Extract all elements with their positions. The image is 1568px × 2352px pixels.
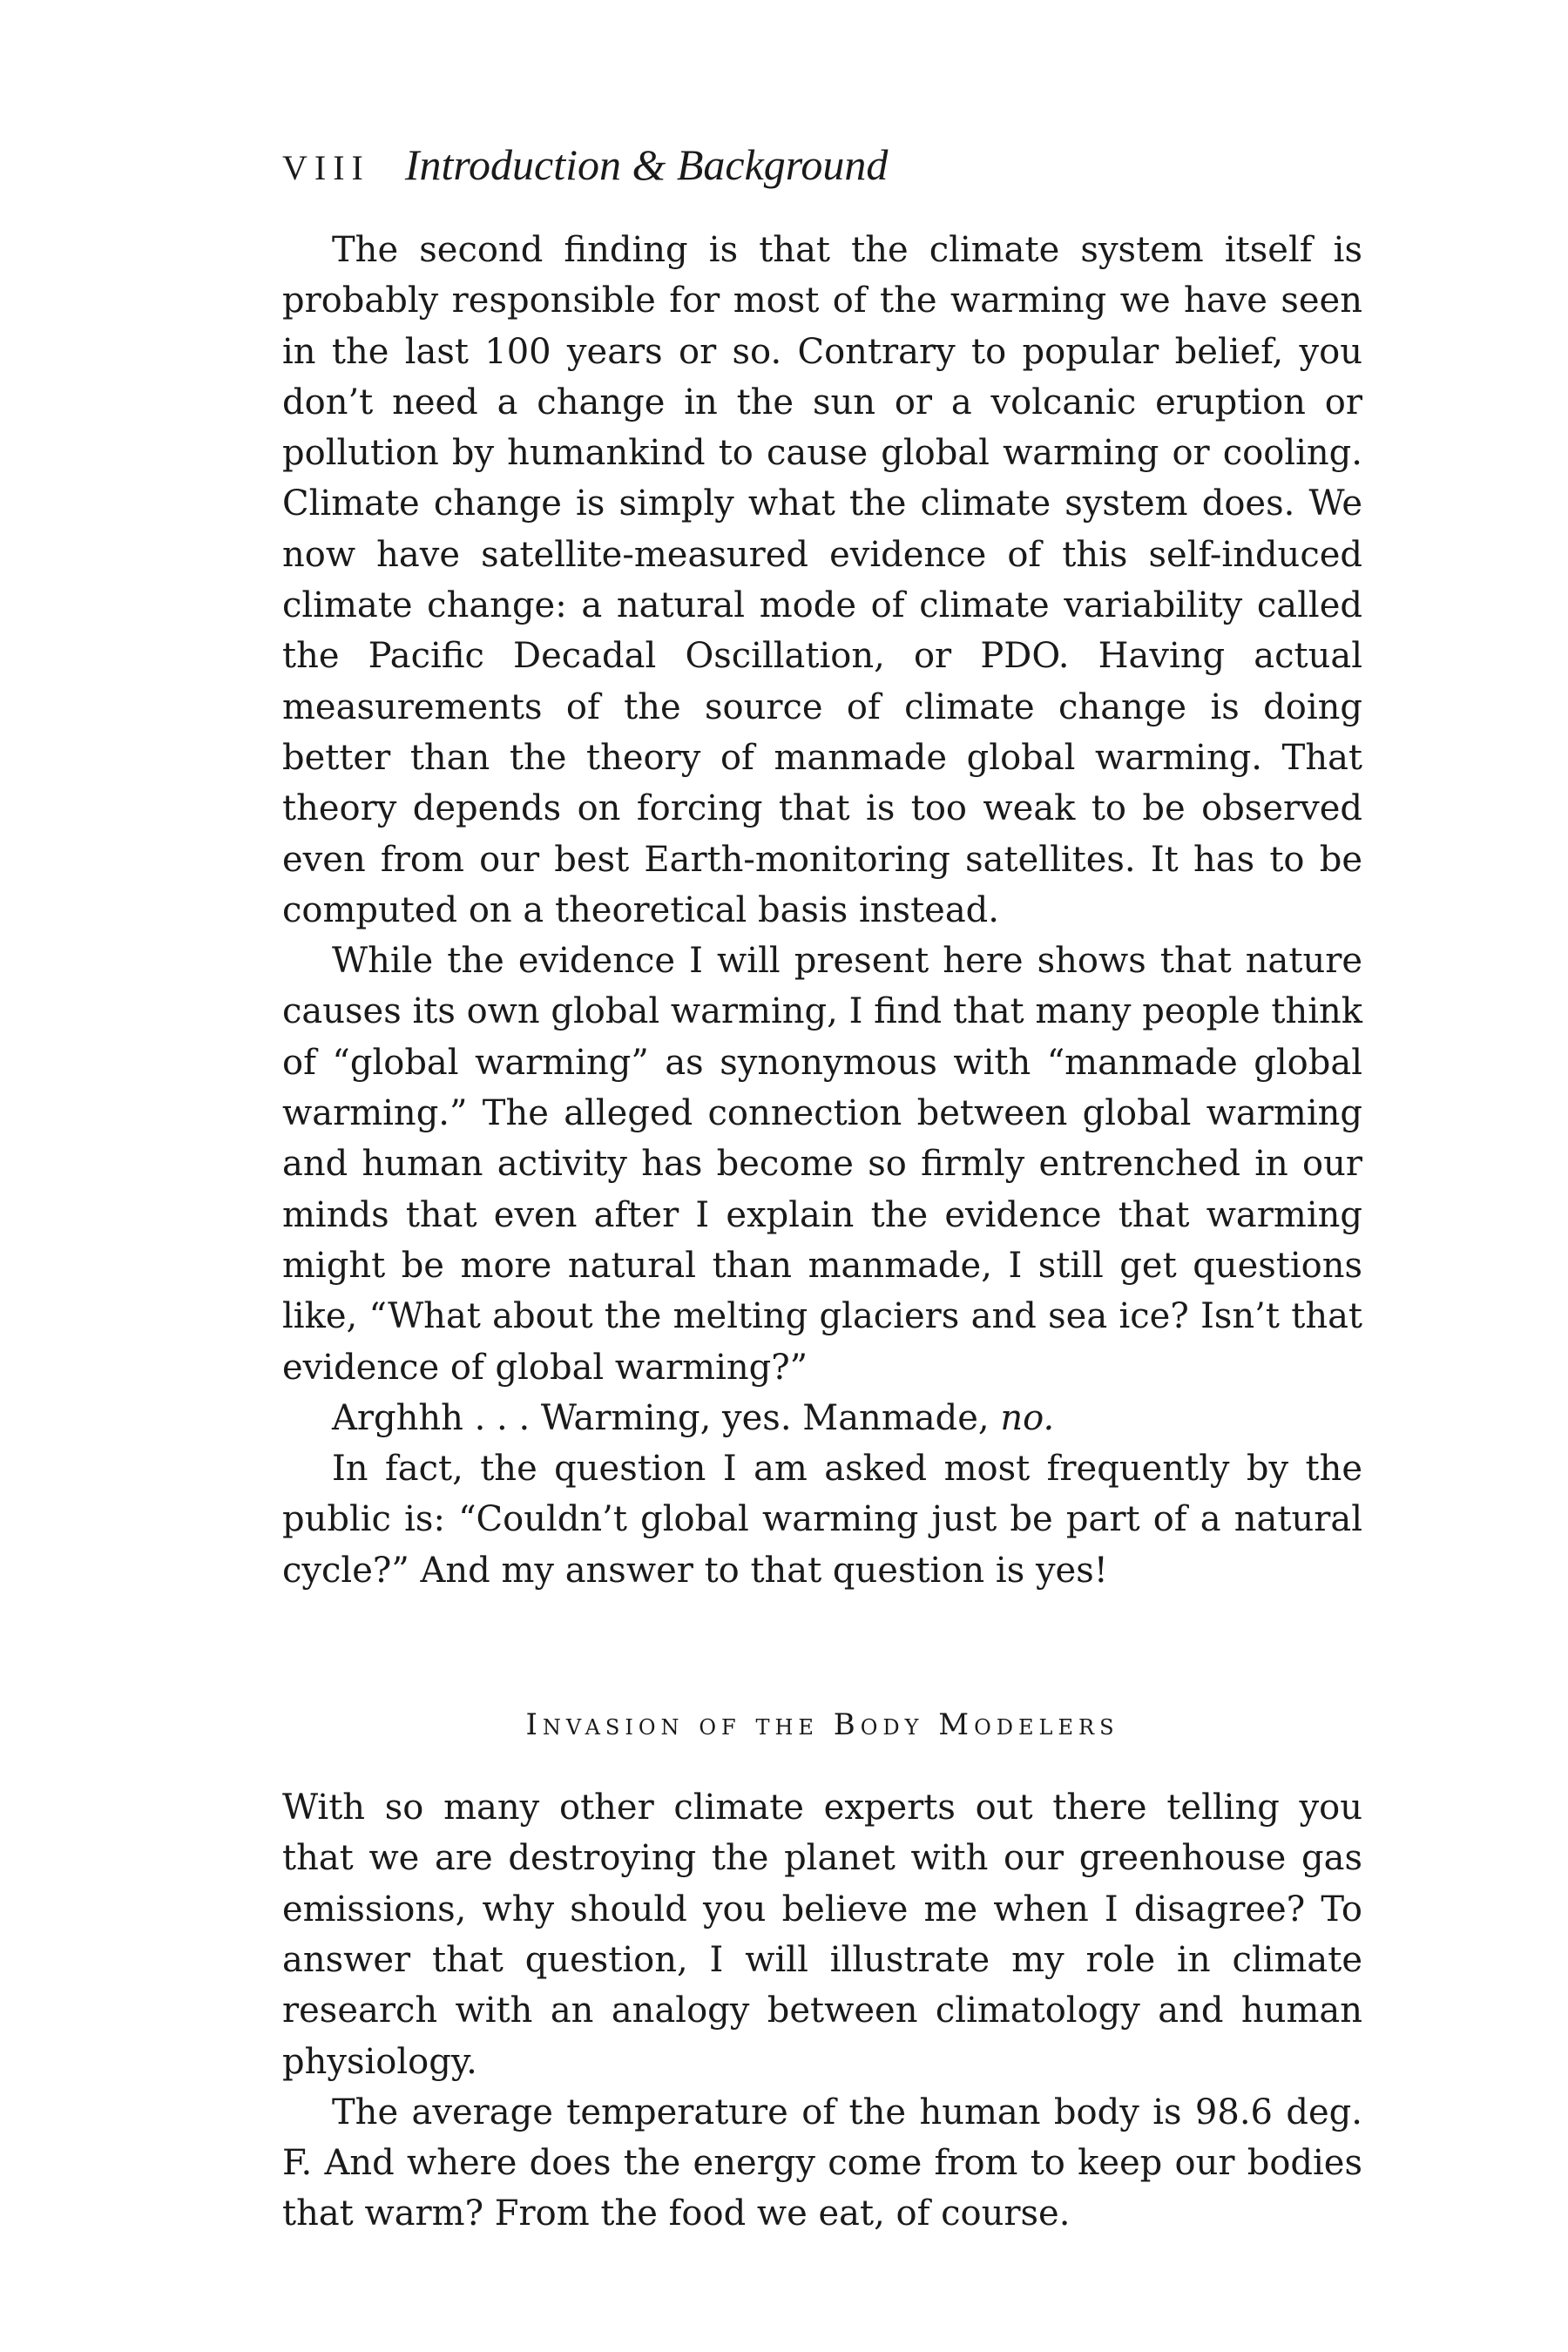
running-head-title: Introduction & Background — [404, 140, 889, 189]
body-text — [282, 225, 1362, 2240]
paragraph-in-fact: In fact, the question I am asked most frequently by the public is: “Couldn’t global warming just be part of a natural cycle?” And my answer to that question is yes! — [282, 1449, 1362, 1591]
arghhh-lead: Arghhh . . . Warming, yes. Manmade, — [332, 1397, 1001, 1438]
paragraph-evidence: While the evidence I will present here shows that nature causes its own global warming, I find that many people think of “global warming” as synonymous with “manmade global warming.” The alleged connection between global warming and human activity has become so firmly entrenched in our minds that even after I explain the evidence that warming might be more natural than manmade, I still get questions like, “What about the melting glaciers and sea ice? Isn’t that evidence of global warming?” — [282, 941, 1362, 1388]
section-heading: Invasion of the Body Modelers — [525, 1707, 1119, 1743]
arghhh-emphasis: no. — [1000, 1397, 1055, 1438]
paragraph-second-finding: The second finding is that the climate system itself is probably responsible for most of the warming we have seen in the last 100 years or so. Contrary to popular belief, you don’t need a change in the sun or a volcanic eruption or pollution by humankind to cause global warming or cooling. Climate change is simply what the climate system does. We now have satellite-measured evidence of this self-induced climate change: a natural mode of climate variability called the Pacific Decadal Oscillation, or PDO. Having actual measurements of the source of climate change is doing better than the theory of manmade global warming. That theory depends on forcing that is too weak to be observed even from our best Earth-monitoring satellites. It has to be computed on a theoretical basis instead. — [282, 230, 1362, 930]
running-head — [282, 139, 1362, 200]
page-number: VIII — [282, 148, 370, 187]
paragraph-body-temperature: The average temperature of the human body is 98.6 deg. F. And where does the energy come from to keep our bodies that warm? From the food we eat, of course. — [282, 2092, 1362, 2234]
paragraph-climate-experts: With so many other climate experts out there telling you that we are destroying the planet with our greenhouse gas emissions, why should you believe me when I disagree? To answer that question, I will illustrate my role in climate research with an analogy between climatology and human physiology. — [282, 1788, 1362, 2082]
paragraph-arghhh — [282, 1393, 1362, 1443]
